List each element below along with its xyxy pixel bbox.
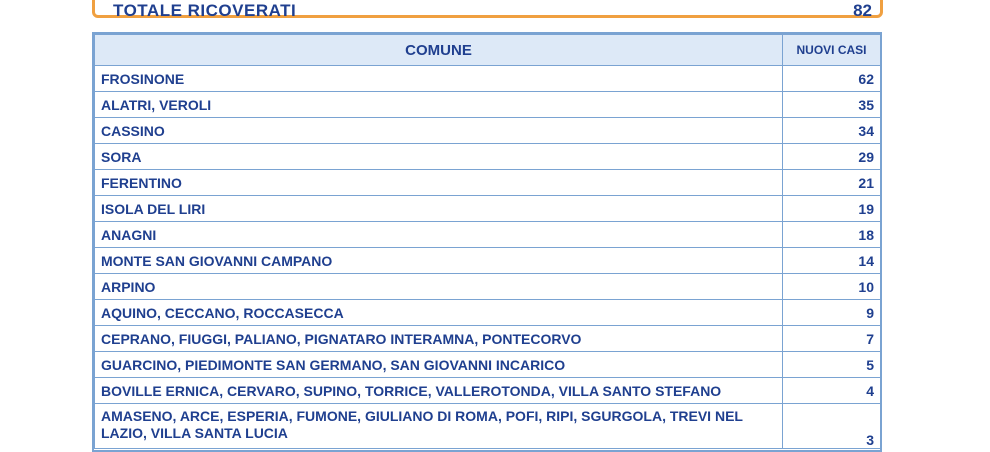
table-row <box>95 274 881 300</box>
table-row <box>95 144 881 170</box>
table-header-row <box>95 35 881 66</box>
column-header-nuovi-casi: NUOVI CASI <box>783 35 881 66</box>
cases-cell: 4 <box>783 378 881 404</box>
total-value: 82 <box>853 1 872 20</box>
comune-cell: BOVILLE ERNICA, CERVARO, SUPINO, TORRICE, VALLEROTONDA, VILLA SANTO STEFANO <box>95 378 783 404</box>
cases-cell: 14 <box>783 248 881 274</box>
total-label: TOTALE RICOVERATI <box>113 1 297 20</box>
cases-cell: 35 <box>783 92 881 118</box>
comune-cell: MONTE SAN GIOVANNI CAMPANO <box>95 248 783 274</box>
cases-cell: 5 <box>783 352 881 378</box>
column-header-comune: COMUNE <box>95 35 783 66</box>
table-row <box>95 300 881 326</box>
cases-cell: 10 <box>783 274 881 300</box>
comune-cell: CASSINO <box>95 118 783 144</box>
comune-cell: SORA <box>95 144 783 170</box>
cases-table <box>94 34 881 449</box>
cases-cell: 34 <box>783 118 881 144</box>
table-row <box>95 378 881 404</box>
comune-cell: ALATRI, VEROLI <box>95 92 783 118</box>
cases-cell: 29 <box>783 144 881 170</box>
table-row <box>95 66 881 92</box>
cases-cell: 62 <box>783 66 881 92</box>
table-row <box>95 196 881 222</box>
comune-cell: FROSINONE <box>95 66 783 92</box>
table-row <box>95 404 881 449</box>
cases-cell: 21 <box>783 170 881 196</box>
table-row <box>95 118 881 144</box>
comune-cell: FERENTINO <box>95 170 783 196</box>
total-ricoverati-box <box>92 0 883 18</box>
comune-cell: ISOLA DEL LIRI <box>95 196 783 222</box>
cases-cell: 9 <box>783 300 881 326</box>
table-row <box>95 222 881 248</box>
comune-cell: ANAGNI <box>95 222 783 248</box>
table-row <box>95 248 881 274</box>
comune-cell: ARPINO <box>95 274 783 300</box>
table-row <box>95 352 881 378</box>
table-row <box>95 326 881 352</box>
cases-cell: 18 <box>783 222 881 248</box>
comune-cell: AQUINO, CECCANO, ROCCASECCA <box>95 300 783 326</box>
table-row <box>95 92 881 118</box>
comune-cell: CEPRANO, FIUGGI, PALIANO, PIGNATARO INTERAMNA, PONTECORVO <box>95 326 783 352</box>
comune-cell: AMASENO, ARCE, ESPERIA, FUMONE, GIULIANO DI ROMA, POFI, RIPI, SGURGOLA, TREVI NEL LAZIO, VILLA SANTA LUCIA <box>95 404 783 449</box>
cases-cell: 19 <box>783 196 881 222</box>
table-row <box>95 170 881 196</box>
cases-cell: 7 <box>783 326 881 352</box>
cases-cell: 3 <box>783 404 881 449</box>
comune-cell: GUARCINO, PIEDIMONTE SAN GERMANO, SAN GIOVANNI INCARICO <box>95 352 783 378</box>
